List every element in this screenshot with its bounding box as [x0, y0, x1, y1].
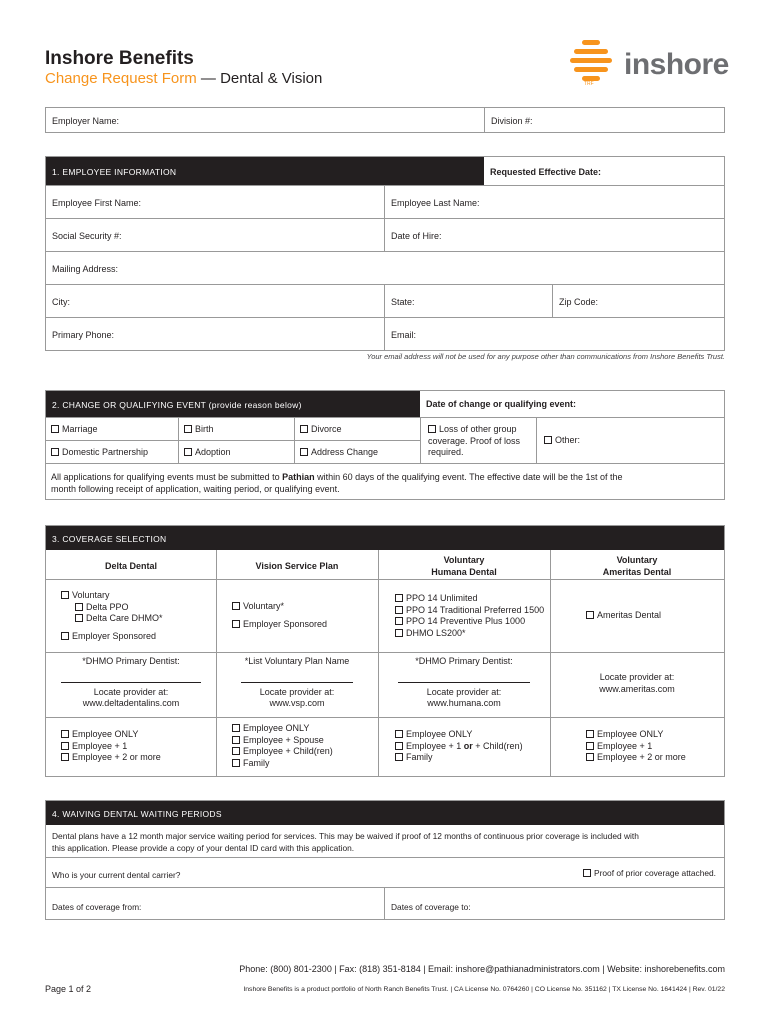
vsp-tier-option[interactable] [232, 735, 333, 747]
humana-tier-label: Family [406, 752, 433, 762]
vsp-heading: Vision Service Plan [255, 561, 339, 571]
name-row [45, 186, 725, 219]
vsp-plan-name-line[interactable] [241, 682, 353, 683]
delta-tier-options [61, 729, 161, 764]
delta-tier-option[interactable] [61, 741, 161, 753]
vsp-provider-url[interactable]: www.vsp.com [269, 698, 325, 708]
delta-employer-checkbox[interactable] [61, 632, 69, 640]
humana-provider-url[interactable]: www.humana.com [427, 698, 501, 708]
ameritas-provider-url[interactable]: www.ameritas.com [599, 683, 675, 694]
event-other[interactable] [544, 435, 580, 447]
divider [46, 463, 724, 464]
section2-heading: 2. CHANGE OR QUALIFYING EVENT (provide reason below) [52, 400, 302, 410]
division-cell[interactable] [484, 108, 724, 132]
delta-tier-label: Employee ONLY [72, 729, 139, 739]
event-birth[interactable] [184, 424, 214, 436]
delta-plan-options [61, 590, 163, 642]
ameritas-locate-label: Locate provider at: [599, 672, 675, 682]
domestic-partnership-checkbox[interactable] [51, 448, 59, 456]
ameritas-tier-label: Employee + 2 or more [597, 752, 686, 762]
zip-label: Zip Code: [559, 297, 599, 307]
divider [420, 417, 421, 463]
ssn-row [45, 219, 725, 252]
city-label: City: [52, 297, 70, 307]
vsp-tier-label: Employee ONLY [243, 723, 310, 733]
humana-heading [378, 554, 550, 578]
vsp-tier-option[interactable] [232, 746, 333, 758]
vsp-voluntary-label: Voluntary* [243, 601, 285, 611]
section3-heading: 3. COVERAGE SELECTION [52, 534, 167, 544]
birth-label: Birth [195, 424, 214, 434]
ameritas-plan-label: Ameritas Dental [597, 610, 662, 620]
subtitle-plan-types: — Dental & Vision [196, 70, 323, 87]
inshore-logo-small-text: TRF [584, 81, 594, 87]
divider [536, 417, 537, 463]
section3-heading-bar [46, 526, 724, 550]
waiting-period-line1: Dental plans have a 12 month major service waiting period for services. This may be waived if proof of 12 months of continuous prior coverage is included with [52, 831, 639, 841]
delta-ppo-checkbox[interactable] [75, 603, 83, 611]
mailing-row[interactable] [45, 252, 725, 285]
first-name-label: Employee First Name: [52, 198, 142, 208]
hire-date-cell[interactable] [384, 219, 724, 251]
footer-legal: Inshore Benefits is a product portfolio of North Ranch Benefits Trust. | CA License No. 0764260 | CO License No. 351162 | TX License No. 1641424 | Rev. 01/22 [243, 986, 725, 993]
delta-tier-checkbox[interactable] [61, 730, 69, 738]
vsp-tier-options [232, 723, 333, 769]
vsp-tier-checkbox[interactable] [232, 747, 240, 755]
delta-tier-option[interactable] [61, 752, 161, 764]
delta-tier-checkbox[interactable] [61, 753, 69, 761]
delta-locate-label: Locate provider at: [93, 686, 169, 697]
vsp-plan-name-label: *List Voluntary Plan Name [244, 656, 350, 666]
current-carrier-label: Who is your current dental carrier? [52, 870, 181, 880]
waiting-period-line2: this application. Please provide a copy of your dental ID card with this application. [52, 842, 355, 853]
last-name-cell[interactable] [384, 186, 724, 218]
hire-date-label: Date of Hire: [391, 231, 442, 241]
vsp-employer-label: Employer Sponsored [243, 618, 328, 629]
vsp-tier-checkbox[interactable] [232, 759, 240, 767]
proof-coverage-checkbox[interactable] [583, 869, 591, 877]
divider [384, 887, 385, 919]
divider [46, 717, 724, 718]
humana-tier-label: Employee + 1 [406, 740, 464, 751]
email-privacy-note: Your email address will not be used for any purpose other than communications from Inshore Benefits Trust. [366, 352, 725, 361]
event-adoption[interactable] [184, 447, 231, 459]
delta-dental-heading: Delta Dental [104, 561, 157, 571]
other-label: Other: [555, 435, 581, 445]
state-cell[interactable] [384, 285, 552, 317]
event-address-change[interactable] [300, 447, 378, 459]
delta-provider-info [46, 656, 216, 710]
humana-plan-checkbox[interactable] [395, 606, 403, 614]
footer-contact: Phone: (800) 801-2300 | Fax: (818) 351-8184 | Email: inshore@pathianadministrators.com | Website: inshorebenefits.com [239, 964, 725, 974]
vsp-employer-checkbox[interactable] [232, 620, 240, 628]
delta-tier-label: Employee + 2 or more [72, 752, 161, 762]
marriage-label: Marriage [62, 424, 98, 434]
vsp-tier-option[interactable] [232, 758, 333, 770]
vsp-tier-checkbox[interactable] [232, 724, 240, 732]
ameritas-heading [550, 554, 724, 578]
humana-plan-checkbox[interactable] [395, 629, 403, 637]
humana-plan-option[interactable] [395, 616, 544, 628]
adoption-label: Adoption [195, 447, 231, 457]
loss-coverage-label-2: coverage. Proof of loss [428, 435, 521, 446]
ameritas-tier-option[interactable] [586, 741, 686, 753]
humana-locate-label: Locate provider at: [426, 686, 502, 697]
birth-checkbox[interactable] [184, 425, 192, 433]
ameritas-provider-info [550, 672, 724, 695]
humana-tier-option[interactable] [395, 729, 523, 741]
section2-heading-bar [46, 391, 420, 417]
delta-dhmo-checkbox[interactable] [75, 614, 83, 622]
vsp-tier-label: Employee + Spouse [243, 734, 324, 745]
vsp-provider-info [216, 656, 378, 710]
vsp-tier-label: Employee + Child(ren) [243, 746, 333, 756]
divider [46, 652, 724, 653]
inshore-logo-text: inshore [624, 48, 729, 81]
employer-name-label: Employer Name: [52, 116, 120, 126]
division-label: Division #: [491, 116, 533, 126]
delta-employer-option[interactable] [61, 631, 163, 643]
divorce-checkbox[interactable] [300, 425, 308, 433]
event-domestic-partnership[interactable] [51, 447, 148, 459]
event-divorce[interactable] [300, 424, 342, 436]
ameritas-tier-option[interactable] [586, 729, 686, 741]
vsp-voluntary-checkbox[interactable] [232, 602, 240, 610]
humana-plan-label: PPO 14 Traditional Preferred 1500 [406, 604, 545, 615]
ameritas-tier-label: Employee ONLY [597, 729, 664, 739]
humana-tier-label: Employee ONLY [406, 729, 473, 739]
loss-coverage-label-1: Loss of other group [439, 424, 517, 434]
divider [46, 579, 724, 580]
waiting-period-text [52, 831, 722, 854]
vsp-tier-option[interactable] [232, 723, 333, 735]
ameritas-plan-checkbox[interactable] [586, 611, 594, 619]
inshore-logo [568, 38, 728, 90]
section1-header-row [45, 156, 725, 186]
ameritas-heading-line2: Ameritas Dental [602, 567, 672, 577]
humana-provider-info [378, 656, 550, 710]
coverage-from-label: Dates of coverage from: [52, 902, 142, 912]
humana-tier-option[interactable] [395, 741, 523, 753]
zip-cell[interactable] [552, 285, 724, 317]
coverage-to-label: Dates of coverage to: [391, 902, 471, 912]
mailing-address-label: Mailing Address: [52, 264, 119, 274]
delta-voluntary-option[interactable] [61, 590, 163, 602]
humana-tier-checkbox[interactable] [395, 753, 403, 761]
humana-dhmo-dentist-label: *DHMO Primary Dentist: [415, 656, 513, 666]
divider [46, 887, 724, 888]
humana-plan-checkbox[interactable] [395, 617, 403, 625]
delta-ppo-option[interactable] [61, 602, 163, 614]
section4-heading-bar [46, 801, 724, 825]
subtitle-form-name: Change Request Form [45, 70, 197, 87]
delta-ppo-label: Delta PPO [86, 601, 129, 612]
email-cell[interactable] [384, 318, 724, 350]
vsp-tier-checkbox[interactable] [232, 736, 240, 744]
divorce-label: Divorce [311, 424, 342, 434]
page-title: Inshore Benefits [45, 48, 194, 69]
section1-heading: 1. EMPLOYEE INFORMATION [52, 167, 177, 177]
ameritas-tier-checkbox[interactable] [586, 753, 594, 761]
delta-dhmo-option[interactable] [61, 613, 163, 625]
last-name-label: Employee Last Name: [391, 198, 480, 208]
email-label: Email: [391, 330, 417, 340]
humana-dentist-line[interactable] [398, 682, 530, 683]
delta-voluntary-label: Voluntary [72, 590, 110, 600]
ssn-label: Social Security #: [52, 231, 122, 241]
humana-plan-options [395, 593, 544, 639]
section3-box [45, 525, 725, 777]
address-change-checkbox[interactable] [300, 448, 308, 456]
adoption-checkbox[interactable] [184, 448, 192, 456]
divider [46, 440, 420, 441]
notice-text: month following receipt of application, waiting period, or qualifying event. [51, 483, 340, 494]
event-marriage[interactable] [51, 424, 98, 436]
delta-voluntary-checkbox[interactable] [61, 591, 69, 599]
event-loss-coverage[interactable] [428, 424, 520, 459]
other-checkbox[interactable] [544, 436, 552, 444]
section4-heading: 4. WAIVING DENTAL WAITING PERIODS [52, 809, 222, 819]
ameritas-tier-checkbox[interactable] [586, 730, 594, 738]
ameritas-plan-option[interactable] [586, 610, 661, 622]
proof-coverage-label: Proof of prior coverage attached. [594, 868, 716, 878]
notice-text: All applications for qualifying events must be submitted to [51, 472, 283, 482]
employer-row [45, 107, 725, 133]
primary-phone-label: Primary Phone: [52, 330, 115, 340]
address-change-label: Address Change [311, 447, 379, 457]
humana-heading-line2: Humana Dental [431, 567, 497, 577]
humana-plan-option[interactable] [395, 605, 544, 617]
vsp-locate-label: Locate provider at: [259, 686, 335, 697]
city-row [45, 285, 725, 318]
delta-tier-option[interactable] [61, 729, 161, 741]
vsp-employer-option[interactable] [232, 619, 327, 631]
notice-text: within 60 days of the qualifying event. The effective date will be the 1st of the [314, 472, 623, 482]
delta-dentist-line[interactable] [61, 682, 201, 683]
loss-coverage-label-3: required. [428, 447, 464, 457]
page-number: Page 1 of 2 [45, 984, 92, 994]
humana-tier-label: + Child(ren) [472, 740, 523, 751]
proof-coverage-option[interactable] [583, 868, 716, 880]
divider [46, 857, 724, 858]
humana-tier-option[interactable] [395, 752, 523, 764]
delta-tier-label: Employee + 1 [72, 740, 128, 751]
domestic-partnership-label: Domestic Partnership [62, 447, 149, 457]
section2-box [45, 390, 725, 500]
qualifying-event-notice [51, 472, 721, 495]
vsp-voluntary-option[interactable] [232, 601, 327, 613]
delta-dhmo-label: Delta Care DHMO* [86, 613, 163, 623]
phone-row [45, 318, 725, 351]
delta-dhmo-dentist-label: *DHMO Primary Dentist: [82, 656, 180, 666]
humana-tier-checkbox[interactable] [395, 730, 403, 738]
marriage-checkbox[interactable] [51, 425, 59, 433]
humana-plan-label: DHMO LS200* [406, 627, 466, 638]
state-label: State: [391, 297, 415, 307]
ameritas-tier-options [586, 729, 686, 764]
humana-plan-checkbox[interactable] [395, 594, 403, 602]
divider [550, 550, 551, 776]
delta-employer-label: Employer Sponsored [72, 630, 157, 641]
qualifying-date-label: Date of change or qualifying event: [426, 399, 577, 409]
section1-heading-bar [46, 157, 484, 185]
humana-heading-line1: Voluntary [443, 555, 485, 565]
delta-tier-checkbox[interactable] [61, 742, 69, 750]
effective-date-label: Requested Effective Date: [490, 167, 602, 177]
ameritas-tier-label: Employee + 1 [597, 740, 653, 751]
humana-plan-label: PPO 14 Unlimited [406, 593, 478, 603]
delta-provider-url[interactable]: www.deltadentalins.com [82, 698, 180, 708]
humana-plan-option[interactable] [395, 593, 544, 605]
page-subtitle [45, 70, 322, 87]
vsp-tier-label: Family [243, 757, 270, 768]
section4-box [45, 800, 725, 920]
humana-tier-or: or [463, 740, 473, 751]
loss-coverage-checkbox[interactable] [428, 425, 436, 433]
humana-plan-option[interactable] [395, 628, 544, 640]
vsp-plan-options [232, 601, 327, 630]
humana-tier-options [395, 729, 523, 764]
divider [46, 417, 724, 418]
humana-plan-label: PPO 14 Preventive Plus 1000 [406, 616, 526, 626]
ameritas-tier-checkbox[interactable] [586, 742, 594, 750]
humana-tier-checkbox[interactable] [395, 742, 403, 750]
notice-pathian: Pathian [282, 472, 315, 482]
ameritas-heading-line1: Voluntary [616, 555, 658, 565]
ameritas-tier-option[interactable] [586, 752, 686, 764]
